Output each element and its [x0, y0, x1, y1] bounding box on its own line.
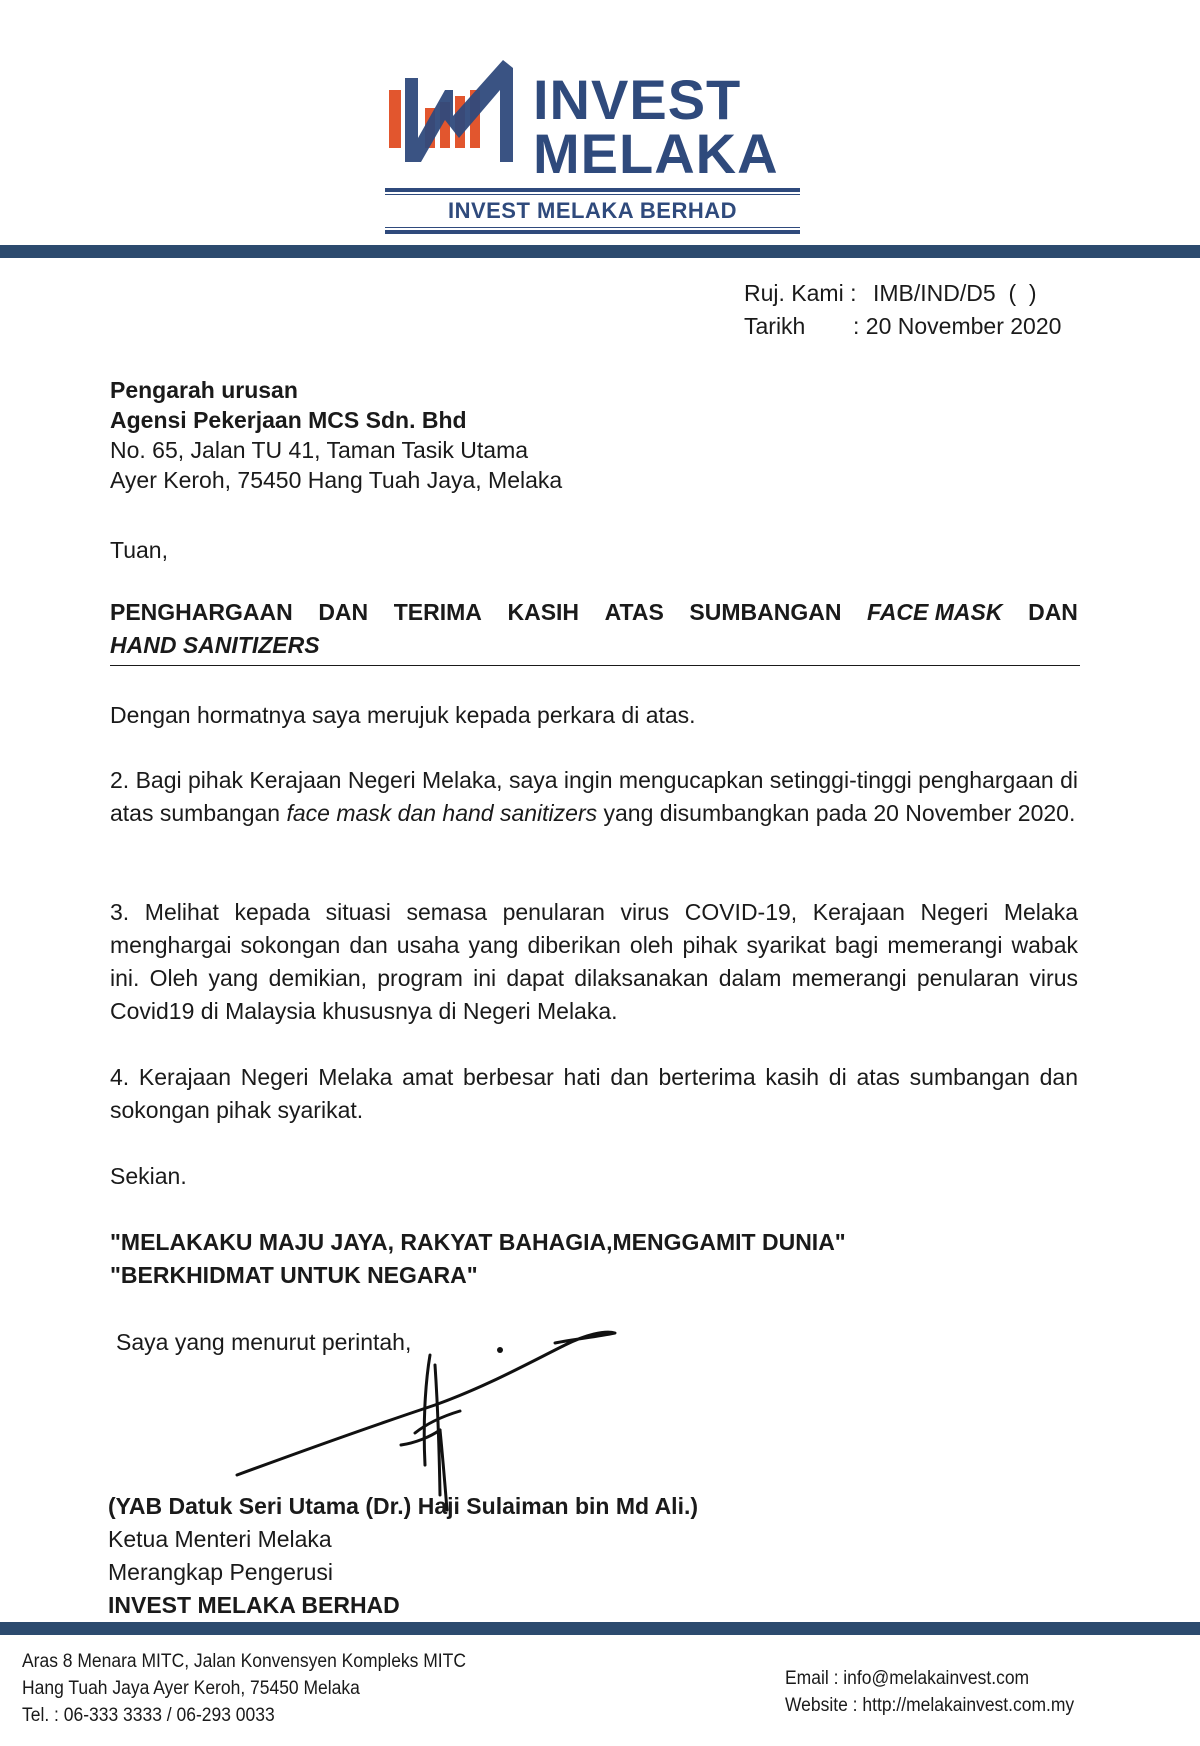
logo-rule	[385, 230, 800, 234]
subject-word: ATAS	[604, 599, 664, 625]
paragraph-3: 3. Melihat kepada situasi semasa penularan virus COVID-19, Kerajaan Negeri Melaka menghargai sokongan dan usaha yang diberikan oleh pihak syarikat bagi memerangi wabak ini. Oleh yang demikian, program ini dapat dilaksanakan dalam memerangi penularan virus Covid19 di Malaysia khususnya di Negeri Melaka.	[110, 899, 1078, 1024]
logo-word-melaka: MELAKA	[533, 122, 779, 185]
recipient-address-line: Ayer Keroh, 75450 Hang Tuah Jaya, Melaka	[110, 467, 563, 493]
recipient-block	[110, 375, 810, 495]
reference-label: Ruj. Kami :	[744, 280, 857, 306]
subject-word: SUMBANGAN	[689, 599, 842, 625]
closing: Sekian.	[110, 1163, 187, 1189]
signer-position: Merangkap Pengerusi	[108, 1559, 334, 1585]
subject-word: DAN	[318, 599, 369, 625]
recipient-company: Agensi Pekerjaan MCS Sdn. Bhd	[110, 407, 467, 433]
recipient-address-line: No. 65, Jalan TU 41, Taman Tasik Utama	[110, 437, 529, 463]
handwritten-signature	[225, 1325, 645, 1515]
opening-line: Dengan hormatnya saya merujuk kepada perkara di atas.	[110, 702, 696, 728]
paragraph-text: 2. Bagi pihak Kerajaan Negeri Melaka, saya ingin mengucapkan setinggi-tinggi penghargaan di atas sumbangan	[110, 767, 1078, 826]
footer-address-line: Hang Tuah Jaya Ayer Keroh, 75450 Melaka	[22, 1678, 360, 1699]
paragraph-4: 4. Kerajaan Negeri Melaka amat berbesar hati dan berterima kasih di atas sumbangan dan sokongan pihak syarikat.	[110, 1064, 1078, 1123]
motto-block	[110, 1226, 846, 1292]
subject-word: KASIH	[507, 599, 580, 625]
paragraph-text-italic: face mask dan hand sanitizers	[286, 800, 598, 826]
footer-telephone: Tel. : 06-333 3333 / 06-293 0033	[22, 1705, 275, 1726]
subject-line	[110, 596, 1078, 629]
salutation: Tuan,	[110, 537, 168, 563]
recipient-title: Pengarah urusan	[110, 377, 298, 403]
subject-underline	[110, 665, 1080, 666]
signature-intro: Saya yang menurut perintah,	[116, 1329, 412, 1355]
signer-name: (YAB Datuk Seri Utama (Dr.) Haji Sulaiman bin Md Ali.)	[108, 1493, 699, 1519]
date-value: : 20 November 2020	[853, 313, 1062, 339]
footer-address-line: Aras 8 Menara MITC, Jalan Konvensyen Kompleks MITC	[22, 1651, 466, 1672]
signer-position: Ketua Menteri Melaka	[108, 1526, 332, 1552]
footer-contact-block	[785, 1665, 1074, 1719]
letter-subject	[110, 596, 1078, 662]
subject-word: TERIMA	[393, 599, 482, 625]
invest-melaka-logo	[385, 60, 805, 245]
signer-block	[108, 1490, 698, 1622]
footer-website: Website : http://melakainvest.com.my	[785, 1695, 1075, 1716]
reference-value: IMB/IND/D5 ( )	[873, 280, 1037, 306]
logo-subtitle: INVEST MELAKA BERHAD	[447, 198, 738, 223]
subject-line: HAND SANITIZERS	[110, 632, 320, 658]
subject-word: DAN	[1028, 599, 1078, 625]
footer-band	[0, 1622, 1200, 1635]
paragraph-text: yang disumbangkan pada 20 November 2020.	[597, 800, 1076, 826]
signer-organization: INVEST MELAKA BERHAD	[108, 1592, 400, 1618]
logo-rule	[385, 188, 800, 192]
subject-word: PENGHARGAAN	[110, 599, 293, 625]
footer-email: Email : info@melakainvest.com	[785, 1668, 1030, 1689]
header-band	[0, 245, 1200, 258]
subject-word-italic: FACE MASK	[867, 599, 1003, 625]
date-label: Tarikh	[744, 313, 806, 339]
paragraph-2	[110, 764, 1078, 830]
motto-line: "BERKHIDMAT UNTUK NEGARA"	[110, 1262, 478, 1288]
invest-melaka-logo-mark	[385, 60, 520, 175]
footer-address-block	[22, 1648, 466, 1729]
logo-word-invest: INVEST	[533, 68, 742, 131]
motto-line: "MELAKAKU MAJU JAYA, RAKYAT BAHAGIA,MENGGAMIT DUNIA"	[110, 1229, 846, 1255]
logo-rule	[385, 194, 800, 195]
logo-rule	[385, 227, 800, 228]
